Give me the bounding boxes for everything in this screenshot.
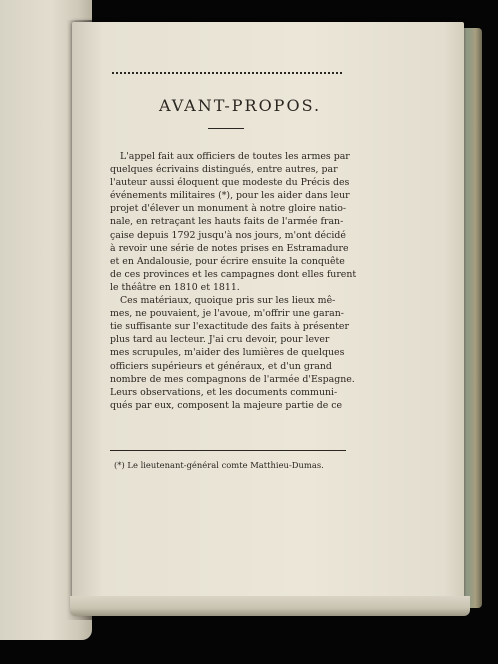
text-line: de ces provinces et les campagnes dont elles furent bbox=[110, 268, 357, 280]
text-line: L'appel fait aux officiers de toutes les armes par bbox=[120, 151, 350, 162]
text-line: l'auteur aussi éloquent que modeste du Précis des bbox=[110, 177, 350, 189]
footnote: (*) Le lieutenant-général comte Matthieu-Dumas. bbox=[114, 460, 324, 470]
text-line: à revoir une série de notes prises en Estramadure bbox=[110, 242, 349, 254]
text-line: tie suffisante sur l'exactitude des faits à présenter bbox=[110, 321, 349, 333]
text-line: Ces matériaux, quoique pris sur les lieux mê- bbox=[120, 295, 336, 307]
text-line: nale, en retraçant les hauts faits de l'armée fran- bbox=[110, 216, 344, 228]
text-line: Leurs observations, et les documents communi- bbox=[110, 386, 338, 398]
text-line: plus tard au lecteur. J'ai cru devoir, pour lever bbox=[110, 334, 330, 346]
text-line: mes, ne pouvaient, je l'avoue, m'offrir une garan- bbox=[110, 308, 344, 320]
text-line: nombre de mes compagnons de l'armée d'Espagne. bbox=[110, 373, 355, 385]
footnote-rule bbox=[110, 450, 346, 451]
text-line: et en Andalousie, pour écrire ensuite la conquête bbox=[110, 255, 345, 267]
text-line: événements militaires (*), pour les aider dans leur bbox=[110, 190, 350, 202]
bottom-page-edge bbox=[70, 596, 470, 616]
text-line: quelques écrivains distingués, entre autres, par bbox=[110, 164, 338, 176]
text-line: qués par eux, composent la majeure partie de ce bbox=[110, 399, 343, 411]
page-title: AVANT-PROPOS. bbox=[158, 96, 322, 115]
body-text bbox=[110, 150, 357, 412]
text-line: officiers supérieurs et généraux, et d'un grand bbox=[110, 360, 332, 372]
text-line: mes scrupules, m'aider des lumières de quelques bbox=[110, 347, 345, 359]
title-underline bbox=[208, 128, 244, 129]
text-line: çaise depuis 1792 jusqu'à nos jours, m'ont décidé bbox=[110, 229, 346, 241]
dotted-rule bbox=[112, 72, 342, 74]
text-line: projet d'élever un monument à notre gloire natio- bbox=[110, 203, 347, 215]
text-line: le théâtre en 1810 et 1811. bbox=[110, 281, 240, 293]
